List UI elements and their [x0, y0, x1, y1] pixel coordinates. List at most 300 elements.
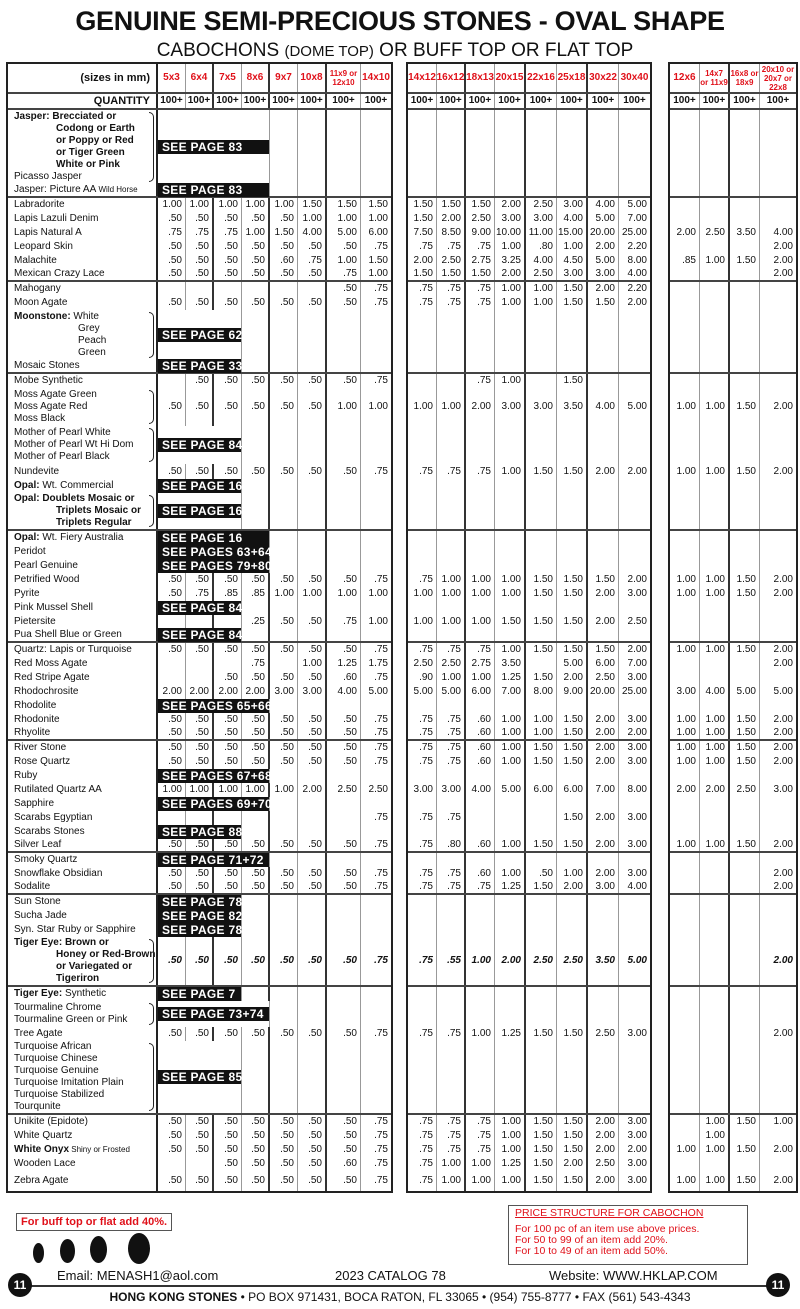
price-cell — [557, 493, 588, 529]
stone-name-text: Lapis Lazuli Denim — [14, 213, 99, 224]
stone-row — [8, 811, 391, 825]
see-page-slot — [158, 479, 242, 493]
stone-row — [670, 360, 796, 374]
price-cell: 1.50 — [270, 226, 298, 240]
price-cell: 1.50 — [557, 811, 588, 825]
see-page-slot — [158, 426, 242, 464]
stone-name-line — [14, 389, 146, 401]
price-cell: .50 — [158, 937, 186, 985]
price-cell: 7.00 — [588, 783, 619, 797]
stone-name-line — [14, 574, 146, 586]
price-cell: .75 — [408, 464, 437, 479]
price-cell: .50 — [214, 268, 242, 280]
price-cell — [557, 987, 588, 1001]
price-cell: .50 — [186, 1143, 214, 1157]
price-cell — [437, 769, 466, 783]
stone-row — [670, 240, 796, 254]
price-cell: .50 — [214, 374, 242, 388]
price-cell — [700, 853, 730, 867]
price-cell — [327, 545, 361, 559]
price-cell: 1.50 — [368, 255, 388, 266]
price-cell: 2.50 — [557, 937, 588, 985]
price-cell: .50 — [270, 268, 298, 280]
price-cell: 2.00 — [773, 401, 793, 412]
stone-name-text: Tiger Eye: Synthetic — [14, 988, 107, 999]
price-cell: .50 — [270, 643, 298, 657]
price-cell: .50 — [327, 1143, 361, 1157]
price-cell — [327, 909, 361, 923]
price-cell — [730, 184, 760, 196]
price-cell — [700, 825, 730, 839]
stone-row — [8, 657, 391, 671]
price-cell: .80 — [437, 839, 466, 851]
stone-row — [408, 240, 650, 254]
price-cell — [298, 1001, 327, 1027]
stone-name — [8, 559, 158, 573]
price-cell: 2.00 — [186, 685, 214, 699]
price-cell — [760, 895, 796, 909]
price-cell: 2.50 — [437, 254, 466, 268]
price-cell: .50 — [327, 643, 361, 657]
price-cell: 1.00 — [495, 296, 526, 310]
price-cell: 15.00 — [557, 226, 588, 240]
price-cell: 2.00 — [557, 881, 588, 893]
stone-name-text: Honey or Red-Brown — [56, 949, 156, 960]
price-cell: .50 — [242, 727, 270, 739]
price-cell: .50 — [242, 867, 270, 881]
stone-name-line — [14, 1144, 146, 1156]
stone-row — [670, 464, 796, 479]
price-cell: 3.00 — [627, 1028, 647, 1039]
quantity-value: 100+ — [623, 95, 646, 106]
price-cell — [557, 310, 588, 360]
price-cell: 1.00 — [327, 212, 361, 226]
stone-name-text: Jasper: Picture AA — [14, 184, 99, 195]
price-cell: .50 — [327, 867, 361, 881]
stone-name-text: Peridot — [14, 546, 46, 557]
size-label: 30x40 — [620, 72, 649, 83]
price-cell: 2.00 — [588, 1129, 619, 1143]
price-cell — [408, 531, 437, 545]
price-cell — [327, 1001, 361, 1027]
price-cell — [466, 110, 495, 184]
price-cell — [700, 374, 730, 388]
price-cell — [270, 426, 298, 464]
size-label: 16x12 — [437, 72, 465, 83]
price-cell: .50 — [242, 268, 270, 280]
price-cell: 1.00 — [495, 741, 526, 755]
price-cell: .75 — [374, 283, 388, 294]
stone-row — [670, 282, 796, 296]
stone-name — [8, 1027, 158, 1041]
price-cell: 1.50 — [526, 573, 557, 587]
price-cell — [760, 374, 796, 388]
price-cell — [327, 110, 361, 184]
price-cell — [437, 1041, 466, 1113]
price-cell: .50 — [158, 1115, 186, 1129]
price-cell: .50 — [214, 1027, 242, 1041]
stone-name-line — [14, 672, 146, 684]
price-cell — [437, 601, 466, 615]
stone-name — [8, 923, 158, 937]
price-cell: .50 — [242, 881, 270, 893]
price-cell: 3.00 — [627, 1116, 647, 1127]
price-cell — [327, 559, 361, 573]
price-cell: 25.00 — [621, 686, 647, 697]
stone-row — [8, 1157, 391, 1171]
stone-name — [8, 987, 158, 1001]
stone-name-text: Rhodonite — [14, 714, 60, 725]
price-cell — [760, 426, 796, 464]
price-cell — [760, 615, 796, 629]
price-cell — [270, 559, 298, 573]
price-cell — [730, 268, 760, 280]
price-cell: 3.00 — [627, 868, 647, 879]
stone-row — [8, 1143, 391, 1157]
price-cell: 1.50 — [730, 755, 760, 769]
price-cell — [186, 671, 214, 685]
see-page-banner: SEE PAGES 69+70 — [158, 797, 269, 811]
price-cell: 1.00 — [408, 615, 437, 629]
price-cell — [298, 545, 327, 559]
stone-row — [408, 296, 650, 310]
stone-name — [8, 198, 158, 212]
price-cell — [408, 825, 437, 839]
price-cell — [186, 657, 214, 671]
price-cell — [760, 797, 796, 811]
stone-name-text: White Quartz — [14, 1130, 73, 1141]
price-cell — [327, 493, 361, 529]
price-cell — [730, 797, 760, 811]
price-structure-box — [508, 1205, 748, 1265]
stone-name-text: Jasper: Brecciated or — [14, 111, 117, 122]
price-cell: .50 — [270, 1171, 298, 1191]
price-cell: .75 — [374, 574, 388, 585]
price-cell: .75 — [158, 226, 186, 240]
price-cell — [495, 110, 526, 184]
see-page-banner: SEE PAGE 82 — [158, 909, 241, 923]
price-cell — [327, 1041, 361, 1113]
quantity-value: 100+ — [526, 94, 557, 108]
price-cell: .50 — [214, 881, 242, 893]
price-cell — [437, 797, 466, 811]
price-cell: .50 — [270, 867, 298, 881]
size-header — [298, 64, 327, 92]
price-cell: .75 — [437, 282, 466, 296]
stone-row — [408, 479, 650, 493]
price-cell: .60 — [270, 254, 298, 268]
stone-name — [8, 937, 158, 985]
price-cell — [619, 360, 650, 372]
price-cell — [670, 240, 700, 254]
price-cell — [619, 493, 650, 529]
size-label: 20x15 — [495, 72, 524, 83]
stone-name-line — [14, 1014, 146, 1026]
stone-name-line — [14, 413, 146, 425]
stone-name-text: Pietersite — [14, 616, 56, 627]
price-cell: .50 — [242, 1143, 270, 1157]
price-cell — [760, 493, 796, 529]
price-cell: 1.00 — [557, 240, 588, 254]
price-cell — [730, 909, 760, 923]
price-cell: .50 — [214, 867, 242, 881]
stone-row — [408, 1129, 650, 1143]
quantity-value: 100+ — [700, 94, 730, 108]
price-cell — [186, 282, 214, 296]
price-cell — [466, 629, 495, 641]
price-cell: .75 — [374, 955, 388, 966]
stone-row — [8, 212, 391, 226]
price-cell: 1.00 — [670, 741, 700, 755]
price-cell: 1.00 — [242, 226, 270, 240]
price-cell: 1.00 — [495, 587, 526, 601]
stone-row — [408, 839, 650, 853]
stone-row — [670, 755, 796, 769]
price-cell — [495, 479, 526, 493]
price-cell — [760, 853, 796, 867]
stone-name-line — [14, 283, 146, 295]
price-cell: .50 — [327, 937, 361, 985]
price-cell — [588, 310, 619, 360]
stone-row — [670, 839, 796, 853]
price-cell: .90 — [408, 671, 437, 685]
quantity-value: 100+ — [437, 94, 466, 108]
price-cell — [557, 923, 588, 937]
price-cell — [270, 825, 298, 839]
price-cell — [437, 629, 466, 641]
price-cell: .50 — [158, 755, 186, 769]
quantity-row — [670, 94, 796, 110]
stone-name-text: Tigeriron — [56, 973, 100, 984]
price-cell — [619, 923, 650, 937]
price-cell — [670, 1001, 700, 1027]
price-cell: .50 — [214, 296, 242, 310]
stone-row — [408, 741, 650, 755]
stone-name — [8, 825, 158, 839]
price-cell — [588, 479, 619, 493]
stone-name — [8, 685, 158, 699]
stone-row — [670, 110, 796, 184]
stone-row — [408, 713, 650, 727]
price-cell — [700, 867, 730, 881]
stone-name — [8, 643, 158, 657]
price-cell: .50 — [270, 671, 298, 685]
price-cell — [298, 909, 327, 923]
price-cell: .75 — [466, 296, 495, 310]
price-cell: 2.00 — [773, 839, 793, 850]
price-cell — [408, 374, 437, 388]
price-cell: 3.00 — [557, 198, 588, 212]
stone-row — [8, 727, 391, 741]
price-cell: 1.50 — [526, 587, 557, 601]
price-cell — [730, 360, 760, 372]
price-cell — [588, 426, 619, 464]
see-page-slot — [158, 493, 242, 529]
price-cell — [730, 296, 760, 310]
price-cell — [270, 310, 298, 360]
price-cell: 2.00 — [773, 658, 793, 669]
price-cell — [437, 374, 466, 388]
price-cell: .50 — [186, 254, 214, 268]
stone-name-text: Smoky Quartz — [14, 854, 78, 865]
price-cell: 1.50 — [557, 839, 588, 851]
price-cell: 2.50 — [526, 198, 557, 212]
stone-name-line — [14, 686, 146, 698]
price-cell: 1.00 — [495, 839, 526, 851]
stone-name-text: Rhyolite — [14, 727, 51, 738]
price-cell: 11.00 — [526, 226, 557, 240]
brace-icon — [149, 1043, 154, 1111]
footer-email[interactable]: Email: MENASH1@aol.com — [57, 1268, 219, 1283]
see-page-banner: SEE PAGE 78 — [158, 895, 241, 909]
see-page-banner: SEE PAGES 79+80 — [158, 559, 269, 573]
size-label: 7x5 — [219, 72, 236, 83]
footer-website[interactable]: Website: WWW.HKLAP.COM — [549, 1268, 718, 1283]
price-cell — [700, 937, 730, 985]
stone-row — [408, 699, 650, 713]
price-cell: .50 — [270, 573, 298, 587]
price-cell: 2.00 — [588, 464, 619, 479]
price-cell — [670, 699, 700, 713]
stone-name-text: Lapis Natural A — [14, 227, 82, 238]
brace-icon — [149, 428, 154, 462]
size-header — [242, 64, 270, 92]
price-cell: .50 — [242, 296, 270, 310]
stone-row — [408, 909, 650, 923]
price-cell — [466, 479, 495, 493]
stone-row — [670, 310, 796, 360]
stone-name — [8, 713, 158, 727]
price-cell: 5.00 — [627, 401, 647, 412]
stone-name-text: Wooden Lace — [14, 1158, 76, 1169]
price-cell — [361, 531, 391, 545]
price-cell — [298, 987, 327, 1001]
price-cell — [619, 479, 650, 493]
price-cell: .50 — [327, 713, 361, 727]
stone-row — [670, 1171, 796, 1191]
price-cell: .50 — [158, 240, 186, 254]
price-cell: 1.25 — [327, 657, 361, 671]
price-cell: 1.25 — [495, 671, 526, 685]
price-cell: 3.00 — [298, 685, 327, 699]
price-cell: .50 — [327, 1027, 361, 1041]
price-cell — [270, 601, 298, 615]
stone-row — [8, 671, 391, 685]
price-cell: .75 — [374, 1130, 388, 1141]
price-cell — [437, 184, 466, 196]
stone-name — [8, 671, 158, 685]
price-cell: .50 — [298, 374, 327, 388]
oval-size-icon — [128, 1233, 150, 1264]
price-cell: .75 — [437, 464, 466, 479]
stone-name-text: Zebra Agate — [14, 1175, 69, 1186]
price-cell: 2.00 — [773, 1175, 793, 1186]
stone-name-text: Syn. Star Ruby or Sapphire — [14, 924, 136, 935]
price-cell: .60 — [466, 727, 495, 739]
price-cell — [526, 797, 557, 811]
price-cell: 1.50 — [526, 741, 557, 755]
price-cell — [327, 426, 361, 464]
price-cell: .75 — [374, 465, 388, 477]
stone-name-text: Mother of Pearl White — [14, 427, 111, 438]
price-cell: .75 — [437, 1129, 466, 1143]
stone-row — [670, 573, 796, 587]
stone-name-line — [14, 629, 146, 641]
stone-name — [8, 464, 158, 479]
stone-row — [8, 685, 391, 699]
price-cell: 5.00 — [408, 685, 437, 699]
price-cell — [495, 825, 526, 839]
price-cell — [700, 184, 730, 196]
price-cell: 1.00 — [670, 727, 700, 739]
price-cell — [466, 545, 495, 559]
price-cell: .50 — [186, 755, 214, 769]
stone-name-text: Moonstone: White — [14, 311, 99, 322]
price-cell: .50 — [242, 755, 270, 769]
price-cell — [361, 909, 391, 923]
price-cell — [526, 559, 557, 573]
stone-row — [408, 1115, 650, 1129]
price-cell — [760, 531, 796, 545]
price-cell: 1.00 — [700, 254, 730, 268]
price-cell: .25 — [242, 615, 270, 629]
price-cell: .50 — [186, 1129, 214, 1143]
stone-name-line — [14, 756, 146, 768]
price-cell: 1.00 — [242, 783, 270, 797]
stone-name-text: Opal: Wt. Commercial — [14, 480, 114, 491]
price-cell: .60 — [327, 671, 361, 685]
see-page-slot — [158, 987, 242, 1001]
price-cell — [270, 282, 298, 296]
price-cell — [408, 493, 437, 529]
price-cell — [588, 923, 619, 937]
price-cell: .50 — [214, 671, 242, 685]
stone-row — [408, 671, 650, 685]
price-cell: 1.50 — [730, 839, 760, 851]
price-cell: .75 — [374, 241, 388, 252]
price-cell: .50 — [158, 643, 186, 657]
price-cell: 1.00 — [670, 1143, 700, 1157]
size-label: 14x10 — [362, 72, 390, 83]
price-cell — [619, 545, 650, 559]
price-cell: 2.50 — [408, 657, 437, 671]
price-cell: 3.00 — [627, 672, 647, 683]
stone-row — [408, 895, 650, 909]
stone-row — [408, 853, 650, 867]
price-cell — [730, 531, 760, 545]
stone-row — [8, 643, 391, 657]
stone-row — [8, 573, 391, 587]
price-cell: 1.00 — [773, 1116, 793, 1127]
price-cell: .75 — [466, 464, 495, 479]
price-cell — [670, 110, 700, 184]
price-cell: 1.50 — [730, 254, 760, 268]
price-cell — [495, 531, 526, 545]
stone-name — [8, 741, 158, 755]
price-cell — [526, 923, 557, 937]
price-cell — [327, 825, 361, 839]
price-cell — [408, 699, 437, 713]
quantity-value: 100+ — [298, 94, 327, 108]
price-cell — [242, 895, 270, 909]
stone-name-text: Mother of Pearl Black — [14, 451, 110, 462]
price-cell: 1.50 — [408, 198, 437, 212]
price-cell — [466, 811, 495, 825]
stone-name-text: Grey — [78, 323, 100, 334]
price-cell — [437, 1001, 466, 1027]
price-cell — [730, 559, 760, 573]
stone-name-line — [14, 297, 146, 309]
